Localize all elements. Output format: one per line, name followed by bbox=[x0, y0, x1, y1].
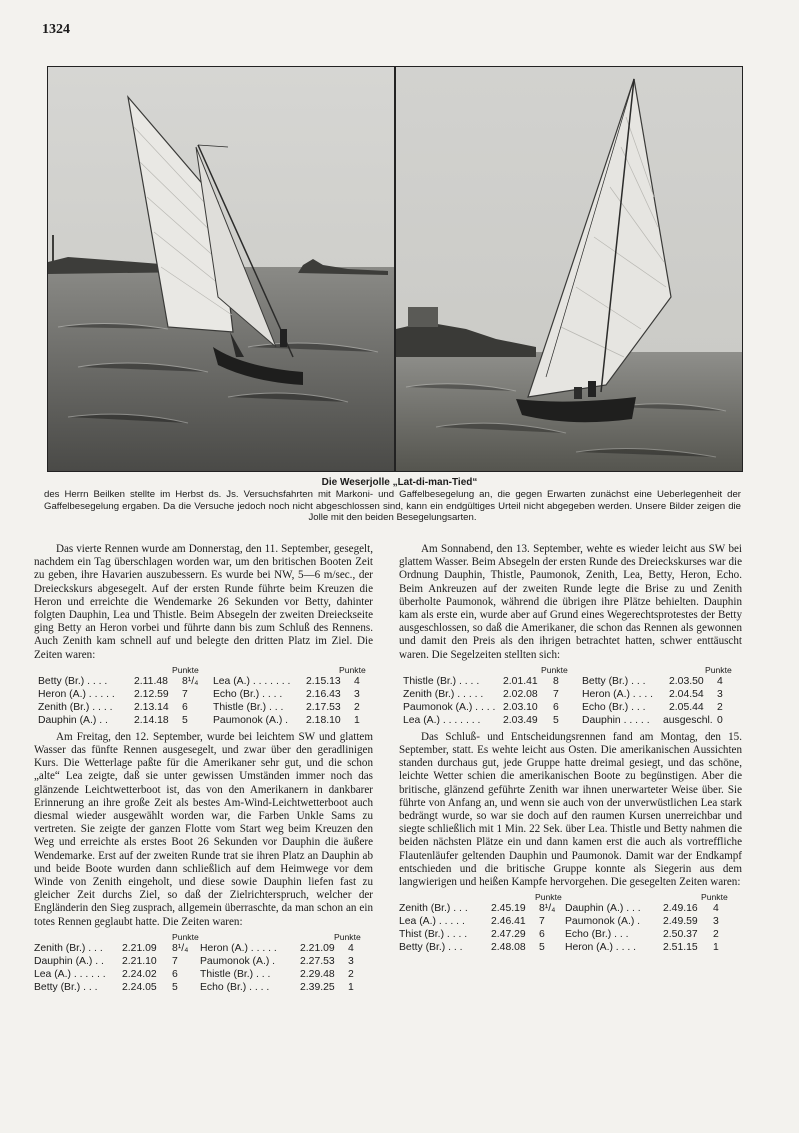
boat-name: Lea (A.) . . . . . . . bbox=[403, 714, 481, 726]
boat-time: 2.03.10 bbox=[503, 701, 538, 713]
boat-points: 0 bbox=[717, 714, 723, 726]
boat-points: 8 bbox=[553, 675, 559, 687]
table-row bbox=[34, 981, 373, 994]
points-header: Punkte bbox=[334, 931, 361, 942]
boat-time: 2.17.53 bbox=[306, 701, 341, 713]
boat-points: 7 bbox=[172, 955, 178, 967]
boat-name: Dauphin (A.) . . bbox=[38, 714, 108, 726]
boat-name: Heron (A.) . . . . bbox=[582, 688, 654, 700]
paragraph-race-4: Das vierte Rennen wurde am Donnerstag, den 11. September, gesegelt, nachdem ein Tag überschlagen worden war, um den britischen Booten Zeit zu geben, ihre Havarien auszubessern. Es wurde bei NW, 5—6 m/sec., der Dreieckskurs abgesegelt. Auf der ersten Runde führte beim Kreuzen die Heron und erreichte die Wendemarke 26 Sekunden vor Betty, dahinter folgten Dauphin, Lea und Thistle. Beim Absegeln der zweiten Dreieckseite ging Betty an Heron vorbei und führte dann bis zum Schluß des Rennens. Auch Zenith kam schnell auf und belegte den dritten Platz im Ziel. Die Zeiten waren: bbox=[34, 543, 373, 661]
boat-time: 2.21.09 bbox=[122, 942, 157, 954]
boat-time: 2.49.16 bbox=[663, 903, 698, 915]
boat-time: ausgeschl. bbox=[663, 714, 713, 726]
boat-points: 3 bbox=[348, 955, 354, 967]
photo-dinghy-marconi-rig bbox=[395, 66, 743, 472]
photo-caption-text: des Herrn Beilken stellte im Herbst ds. Js. Versuchsfahrten mit Markoni- und Gaffelbesegelung an, die gegen Erwarten zunächst eine Ueberlegenheit der Gaffelbesegelung ergaben. Da die Versuche jedoch noch nicht abgeschlossen sind, kann ein endgültiges Urteil nicht abgegeben werden. Unsere Bilder zeigen die Jolle mit den beiden Besegelungsarten. bbox=[44, 489, 741, 523]
boat-time: 2.18.10 bbox=[306, 714, 341, 726]
boat-time: 2.12.59 bbox=[134, 688, 169, 700]
points-header: Punkte bbox=[172, 931, 199, 942]
points-header: Punkte bbox=[339, 664, 366, 675]
boat-name: Heron (A.) . . . . . bbox=[38, 688, 115, 700]
boat-time: 2.03.49 bbox=[503, 714, 538, 726]
boat-points: 7 bbox=[553, 688, 559, 700]
boat-points: 5 bbox=[172, 981, 178, 993]
boat-time: 2.50.37 bbox=[663, 929, 698, 941]
boat-time: 2.39.25 bbox=[300, 981, 335, 993]
boat-name: Paumonok (A.) . bbox=[213, 714, 289, 726]
page-number: 1324 bbox=[42, 22, 70, 37]
boat-name: Echo (Br.) . . . . bbox=[213, 688, 283, 700]
results-table-final-race bbox=[399, 891, 742, 954]
boat-points: 6 bbox=[172, 968, 178, 980]
table-row bbox=[34, 968, 373, 981]
boat-points: 1 bbox=[354, 714, 360, 726]
boat-points: 4 bbox=[354, 675, 360, 687]
results-table-race-4 bbox=[34, 664, 373, 727]
boat-points: 7 bbox=[182, 688, 188, 700]
boat-name: Betty (Br.) . . . bbox=[582, 675, 646, 687]
boat-time: 2.11.48 bbox=[134, 675, 168, 687]
table-row bbox=[34, 688, 373, 701]
boat-time: 2.04.54 bbox=[669, 688, 704, 700]
paragraph-final-race: Das Schluß- und Entscheidungsrennen fand am Montag, den 15. September, statt. Es wehte leicht aus Osten. Die amerikanischen Aussichten standen durchaus gut, jede Gruppe hatte dreimal gesiegt, und das schöne, leichte Wetter schien die amerikanischen Boote zu begünstigen. Aber die britische, glänzend geführte Zenith war ihnen unerwarteter Weise über. Sie führte von Anfang an, und wenn sie auch von der unverwüstlichen Lea stark bedrängt wurde, so war sie doch auf den raumen Kursen unerreichbar und siegte schließlich mit 1 Min. 22 Sek. über Lea. Thistle und Betty nahmen die beiden nächsten Plätze ein und dann kamen erst die auch als vortreffliche Flautenläufer geltenden Dauphin und Paumonok. Damit war der Endkampf entschieden und die britische Gruppe konnte als Siegerin aus dem langwierigen und heißen Kampfe hervorgehen. Die gesegelten Zeiten waren: bbox=[399, 730, 742, 889]
boat-points: 2 bbox=[717, 701, 723, 713]
boat-name: Zenith (Br.) . . . bbox=[399, 903, 468, 915]
sailboat-illustration-left bbox=[48, 67, 394, 471]
boat-points: 5 bbox=[553, 714, 559, 726]
boat-time: 2.51.15 bbox=[663, 942, 698, 954]
boat-points: 2 bbox=[348, 968, 354, 980]
boat-points: 3 bbox=[717, 688, 723, 700]
boat-points: 8¹/₄ bbox=[182, 675, 199, 687]
boat-points: 3 bbox=[713, 916, 719, 928]
points-header: Punkte bbox=[172, 664, 199, 675]
boat-points: 6 bbox=[182, 701, 188, 713]
boat-name: Heron (A.) . . . . . bbox=[200, 942, 277, 954]
table-row bbox=[399, 688, 742, 701]
boat-name: Paumonok (A.) . . . . bbox=[403, 701, 496, 713]
table-row bbox=[399, 714, 742, 727]
paragraph-race-6: Am Sonnabend, den 13. September, wehte es wieder leicht aus SW bei glattem Wasser. Beim Absegeln der ersten Runde des Dreieckskurses war die Ordnung Dauphin, Thistle, Paumonok, Zenith, Lea, Betty, Heron, Echo. Beim Ankreuzen auf der zweiten Runde legte die Brise zu und Zenith überholte Paumonok, während die übrigen ihre Plätze behielten. Dauphin kam als erste ein, wurde aber auf Grund eines Wegerechtsprotestes der Betty ausgeschlossen, so daß die Amerikaner, die schon das Rennen als gewonnen und damit den Preis als den ihrigen betrachtet hatten, schwer enttäuscht waren. Die Segelzeiten stellten sich: bbox=[399, 543, 742, 661]
results-table-race-5 bbox=[34, 931, 373, 994]
boat-name: Dauphin . . . . . bbox=[582, 714, 650, 726]
boat-name: Dauphin (A.) . . bbox=[34, 955, 104, 967]
boat-name: Betty (Br.) . . . . bbox=[38, 675, 108, 687]
boat-name: Lea (A.) . . . . . bbox=[399, 916, 465, 928]
article-column-right bbox=[399, 543, 742, 958]
boat-name: Echo (Br.) . . . bbox=[565, 929, 629, 941]
boat-time: 2.21.10 bbox=[122, 955, 157, 967]
boat-name: Lea (A.) . . . . . . . bbox=[213, 675, 291, 687]
boat-name: Lea (A.) . . . . . . bbox=[34, 968, 106, 980]
boat-name: Heron (A.) . . . . bbox=[565, 942, 637, 954]
boat-name: Zenith (Br.) . . . bbox=[34, 942, 103, 954]
boat-time: 2.27.53 bbox=[300, 955, 335, 967]
points-header: Punkte bbox=[705, 664, 732, 675]
boat-time: 2.05.44 bbox=[669, 701, 704, 713]
table-row bbox=[34, 955, 373, 968]
boat-name: Betty (Br.) . . . bbox=[34, 981, 98, 993]
table-row bbox=[34, 701, 373, 714]
boat-time: 2.48.08 bbox=[491, 942, 526, 954]
boat-name: Thistle (Br.) . . . . bbox=[403, 675, 480, 687]
table-row bbox=[399, 915, 742, 928]
table-row bbox=[399, 928, 742, 941]
boat-points: 4 bbox=[717, 675, 723, 687]
boat-time: 2.16.43 bbox=[306, 688, 341, 700]
photo-dinghy-gaff-rig bbox=[47, 66, 395, 472]
boat-time: 2.24.02 bbox=[122, 968, 157, 980]
boat-points: 1 bbox=[348, 981, 354, 993]
boat-name: Paumonok (A.) . bbox=[565, 916, 641, 928]
boat-time: 2.45.19 bbox=[491, 903, 526, 915]
table-row bbox=[34, 714, 373, 727]
boat-time: 2.29.48 bbox=[300, 968, 335, 980]
boat-points: 6 bbox=[539, 929, 545, 941]
boat-time: 2.14.18 bbox=[134, 714, 169, 726]
boat-name: Thistle (Br.) . . . bbox=[213, 701, 284, 713]
boat-name: Betty (Br.) . . . bbox=[399, 942, 463, 954]
boat-name: Echo (Br.) . . . bbox=[582, 701, 646, 713]
boat-name: Zenith (Br.) . . . . . bbox=[403, 688, 484, 700]
boat-time: 2.46.41 bbox=[491, 916, 526, 928]
boat-name: Echo (Br.) . . . . bbox=[200, 981, 270, 993]
boat-points: 3 bbox=[354, 688, 360, 700]
table-row bbox=[34, 675, 373, 688]
boat-time: 2.03.50 bbox=[669, 675, 704, 687]
boat-points: 8¹/₄ bbox=[172, 942, 189, 954]
boat-time: 2.47.29 bbox=[491, 929, 526, 941]
paragraph-race-5: Am Freitag, den 12. September, wurde bei leichtem SW und glattem Wasser das fünfte Rennen ausgesegelt, und zwar über den geradlinigen Kurs. Die Wetterlage paßte für die Amerikaner sehr gut, und die schon „alte“ Lea zeigte, daß sie unter gewissen Umständen immer noch das glänzende Leichtwetterboot ist, das von den Amerikanern in dankbarer Erinnerung an ihre große Zeit als bestes Am-Wind-Leichtwetterboot auch diesmal wieder ausgewählt worden war, die Farben Unkle Sams zu vertreten. Sie zeigte der ganzen Flotte vom Start weg beim Kreuzen den Weg und erreichte als erstes Boot 26 Sekunden vor Dauphin die äußere Wendemarke. Erst auf der zweiten Runde trat sie ihren Platz an Dauphin ab und beide Boote wurden dann schließlich auf dem Heimwege vor dem Winde von Zenith eingeholt, und diese sowie Dauphin liefen fast zu gleicher Zeit durchs Ziel, so daß der Zielrichterspruch, welcher der Engländerin den Sieg zusprach, allgemein überraschte, da man schon an ein totes Rennen geglaubt hatte. Die Zeiten waren: bbox=[34, 730, 373, 928]
boat-time: 2.24.05 bbox=[122, 981, 157, 993]
boat-points: 7 bbox=[539, 916, 545, 928]
boat-name: Dauphin (A.) . . . bbox=[565, 903, 641, 915]
boat-time: 2.02.08 bbox=[503, 688, 538, 700]
table-row bbox=[399, 941, 742, 954]
boat-time: 2.21.09 bbox=[300, 942, 335, 954]
points-header: Punkte bbox=[535, 892, 562, 903]
results-table-race-6 bbox=[399, 664, 742, 727]
boat-time: 2.01.41 bbox=[503, 675, 538, 687]
boat-points: 4 bbox=[348, 942, 354, 954]
boat-name: Thist (Br.) . . . . bbox=[399, 929, 468, 941]
boat-points: 4 bbox=[713, 903, 719, 915]
boat-points: 6 bbox=[553, 701, 559, 713]
boat-name: Thistle (Br.) . . . bbox=[200, 968, 271, 980]
photo-caption-title: Die Weserjolle „Lat-di-man-Tied“ bbox=[321, 477, 478, 488]
table-row bbox=[34, 942, 373, 955]
boat-time: 2.13.14 bbox=[134, 701, 169, 713]
boat-time: 2.15.13 bbox=[306, 675, 341, 687]
boat-points: 2 bbox=[354, 701, 360, 713]
boat-points: 8¹/₄ bbox=[539, 903, 556, 915]
boat-name: Zenith (Br.) . . . . bbox=[38, 701, 113, 713]
points-header: Punkte bbox=[701, 892, 728, 903]
article-column-left bbox=[34, 543, 373, 998]
boat-points: 1 bbox=[713, 942, 719, 954]
sailboat-illustration-right bbox=[396, 67, 742, 471]
boat-points: 5 bbox=[182, 714, 188, 726]
boat-name: Paumonok (A.) . bbox=[200, 955, 276, 967]
points-header: Punkte bbox=[541, 664, 568, 675]
boat-time: 2.49.59 bbox=[663, 916, 698, 928]
table-row bbox=[399, 675, 742, 688]
table-row bbox=[399, 701, 742, 714]
boat-points: 5 bbox=[539, 942, 545, 954]
boat-points: 2 bbox=[713, 929, 719, 941]
table-row bbox=[399, 902, 742, 915]
